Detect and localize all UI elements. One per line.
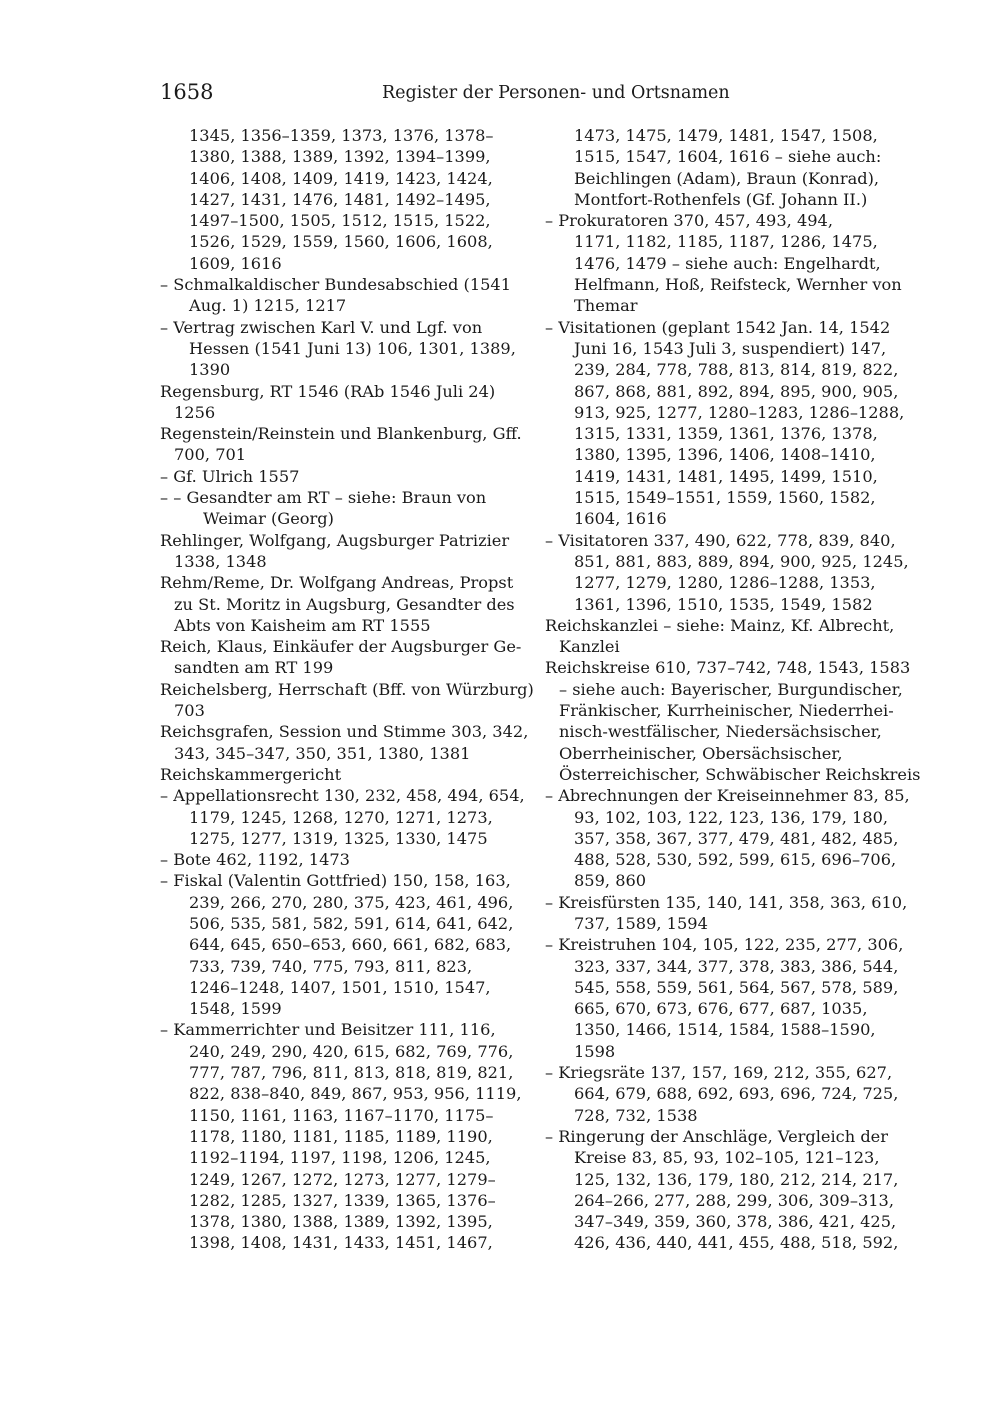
index-entry-line: 1338, 1348 <box>174 551 267 571</box>
index-entry-line: – Kriegsräte 137, 157, 169, 212, 355, 627, <box>545 1063 893 1083</box>
index-entry <box>160 125 530 274</box>
index-entry-line: Reichskammergericht <box>160 764 342 784</box>
index-entry-line: – Kammerrichter und Beisitzer 111, 116, <box>160 1020 496 1040</box>
index-entry-line: – Bote 462, 1192, 1473 <box>160 850 350 870</box>
index-entry-line: Weimar (Georg) <box>203 509 334 529</box>
index-entry-line: 1427, 1431, 1476, 1481, 1492–1495, <box>189 189 491 209</box>
index-entry <box>160 381 530 424</box>
index-entry-line: 488, 528, 530, 592, 599, 615, 696–706, <box>574 850 897 870</box>
index-entry-line: 1398, 1408, 1431, 1433, 1451, 1467, <box>189 1233 493 1253</box>
index-entry <box>160 317 530 381</box>
index-entry-line: – Kreistruhen 104, 105, 122, 235, 277, 306, <box>545 935 904 955</box>
index-entry-line: 125, 132, 136, 179, 180, 212, 214, 217, <box>574 1169 899 1189</box>
index-entry-line: – Gf. Ulrich 1557 <box>160 466 300 486</box>
index-entry-line: 1277, 1279, 1280, 1286–1288, 1353, <box>574 573 876 593</box>
index-entry <box>545 125 915 210</box>
index-entry-line: Aug. 1) 1215, 1217 <box>189 296 347 316</box>
index-entry-line: – Fiskal (Valentin Gottfried) 150, 158, 163, <box>160 871 511 891</box>
index-entry <box>545 785 915 891</box>
index-entry-line: 1476, 1479 – siehe auch: Engelhardt, <box>574 253 881 273</box>
index-entry-line: 664, 679, 688, 692, 693, 696, 724, 725, <box>574 1084 899 1104</box>
index-entry <box>545 615 915 658</box>
index-entry-line: 913, 925, 1277, 1280–1283, 1286–1288, <box>574 402 905 422</box>
index-entry-line: 545, 558, 559, 561, 564, 567, 578, 589, <box>574 977 899 997</box>
index-entry <box>545 317 915 530</box>
index-entry-line: – Appellationsrecht 130, 232, 458, 494, 654, <box>160 786 525 806</box>
index-entry-line: 1171, 1182, 1185, 1187, 1286, 1475, <box>574 232 878 252</box>
index-entry-line: 1361, 1396, 1510, 1535, 1549, 1582 <box>574 594 873 614</box>
index-entry-line: zu St. Moritz in Augsburg, Gesandter des <box>174 594 515 614</box>
index-entry-line: 1548, 1599 <box>189 999 282 1019</box>
index-entry <box>160 870 530 1019</box>
index-entry <box>545 657 921 785</box>
index-entry <box>160 721 530 764</box>
index-entry-line: 347–349, 359, 360, 378, 386, 421, 425, <box>574 1212 897 1232</box>
index-entry-line: 851, 881, 883, 889, 894, 900, 925, 1245, <box>574 551 909 571</box>
index-entry <box>160 487 530 530</box>
index-entry-line: Regenstein/Reinstein und Blankenburg, Gff. <box>160 424 522 444</box>
index-entry-line: – Kreisfürsten 135, 140, 141, 358, 363, 610, <box>545 892 908 912</box>
page-number: 1658 <box>160 80 214 104</box>
index-entry-line: Reichskreise 610, 737–742, 748, 1543, 1583 <box>545 658 911 678</box>
index-entry <box>160 679 534 722</box>
index-entry-line: Hessen (1541 Juni 13) 106, 1301, 1389, <box>189 338 516 358</box>
index-entry-line: Oberrheinischer, Obersächsischer, <box>559 743 843 763</box>
index-entry-line: 506, 535, 581, 582, 591, 614, 641, 642, <box>189 913 514 933</box>
index-entry <box>160 785 530 849</box>
index-entry-line: 264–266, 277, 288, 299, 306, 309–313, <box>574 1190 894 1210</box>
index-entry-line: 733, 739, 740, 775, 793, 811, 823, <box>189 956 473 976</box>
index-entry-line: Helfmann, Hoß, Reifsteck, Wernher von <box>574 275 902 295</box>
index-entry-line: 426, 436, 440, 441, 455, 488, 518, 592, <box>574 1233 899 1253</box>
index-entry-line: 1315, 1331, 1359, 1361, 1376, 1378, <box>574 424 878 444</box>
index-entry-line: 1609, 1616 <box>189 253 282 273</box>
index-entry <box>545 210 915 316</box>
index-entry-line: 1246–1248, 1407, 1501, 1510, 1547, <box>189 977 491 997</box>
index-entry-line: 777, 787, 796, 811, 813, 818, 819, 821, <box>189 1063 514 1083</box>
index-entry-line: 1178, 1180, 1181, 1185, 1189, 1190, <box>189 1126 493 1146</box>
index-entry <box>160 274 530 317</box>
index-entry-line: 357, 358, 367, 377, 479, 481, 482, 485, <box>574 828 899 848</box>
index-entry <box>160 636 530 679</box>
index-entry-line: 1345, 1356–1359, 1373, 1376, 1378– <box>189 126 494 145</box>
index-entry-line: 1282, 1285, 1327, 1339, 1365, 1376– <box>189 1190 496 1210</box>
index-entry <box>545 1062 915 1126</box>
index-entry-line: 1604, 1616 <box>574 509 667 529</box>
index-entry-line: 1179, 1245, 1268, 1270, 1271, 1273, <box>189 807 493 827</box>
index-entry-line: 1378, 1380, 1388, 1389, 1392, 1395, <box>189 1212 493 1232</box>
index-entry-line: 737, 1589, 1594 <box>574 913 708 933</box>
index-entry <box>160 466 530 487</box>
index-entry-line: Reichsgrafen, Session und Stimme 303, 342, <box>160 722 529 742</box>
index-entry-line: 343, 345–347, 350, 351, 1380, 1381 <box>174 743 471 763</box>
index-entry-line: 239, 284, 778, 788, 813, 814, 819, 822, <box>574 360 899 380</box>
index-entry-line: Reichskanzlei – siehe: Mainz, Kf. Albrecht, <box>545 615 895 635</box>
running-header <box>160 80 905 108</box>
index-entry-line: Fränkischer, Kurrheinischer, Niederrhei- <box>559 701 894 721</box>
index-entry-line: sandten am RT 199 <box>174 658 334 678</box>
index-entry-line: 1515, 1547, 1604, 1616 – siehe auch: <box>574 147 882 167</box>
index-entry-line: Montfort-Rothenfels (Gf. Johann II.) <box>574 189 868 209</box>
index-entry <box>160 572 530 636</box>
index-entry-line: Juni 16, 1543 Juli 3, suspendiert) 147, <box>574 338 887 358</box>
index-entry-line: 1515, 1549–1551, 1559, 1560, 1582, <box>574 488 876 508</box>
index-entry-line: Abts von Kaisheim am RT 1555 <box>174 615 431 635</box>
index-entry-line: 1150, 1161, 1163, 1167–1170, 1175– <box>189 1105 494 1125</box>
index-entry-line: Rehm/Reme, Dr. Wolfgang Andreas, Propst <box>160 573 514 593</box>
index-entry-line: – Visitationen (geplant 1542 Jan. 14, 1542 <box>545 317 891 337</box>
index-entry-line: 1406, 1408, 1409, 1419, 1423, 1424, <box>189 168 493 188</box>
index-entry-line: 665, 670, 673, 676, 677, 687, 1035, <box>574 999 868 1019</box>
index-entry-line: – Prokuratoren 370, 457, 493, 494, <box>545 211 833 231</box>
index-entry-line: 1598 <box>574 1041 616 1061</box>
index-entry-line: 1390 <box>189 360 231 380</box>
index-entry-line: – Vertrag zwischen Karl V. und Lgf. von <box>160 317 483 337</box>
index-entry-line: Kreise 83, 85, 93, 102–105, 121–123, <box>574 1148 880 1168</box>
index-entry-line: – siehe auch: Bayerischer, Burgundischer, <box>559 679 903 699</box>
index-entry-line: 323, 337, 344, 377, 378, 383, 386, 544, <box>574 956 899 976</box>
index-entry-line: 1473, 1475, 1479, 1481, 1547, 1508, <box>574 126 878 145</box>
index-entry-line: Themar <box>574 296 638 316</box>
index-entry-line: 822, 838–840, 849, 867, 953, 956, 1119, <box>189 1084 522 1104</box>
index-entry-line: 1380, 1395, 1396, 1406, 1408–1410, <box>574 445 876 465</box>
index-entry-line: 1350, 1466, 1514, 1584, 1588–1590, <box>574 1020 876 1040</box>
index-entry-line: – Schmalkaldischer Bundesabschied (1541 <box>160 275 512 295</box>
index-entry-line: – Abrechnungen der Kreiseinnehmer 83, 85, <box>545 786 910 806</box>
index-entry-line: 728, 732, 1538 <box>574 1105 698 1125</box>
index-entry-line: 700, 701 <box>174 445 247 465</box>
index-entry <box>160 764 530 785</box>
index-entry-line: Reichelsberg, Herrschaft (Bff. von Würzburg) <box>160 679 534 699</box>
index-entry-line: Regensburg, RT 1546 (RAb 1546 Juli 24) <box>160 381 496 401</box>
index-column-right <box>545 125 921 1254</box>
index-entry-line: 1497–1500, 1505, 1512, 1515, 1522, <box>189 211 491 231</box>
index-entry-line: 644, 645, 650–653, 660, 661, 682, 683, <box>189 935 512 955</box>
index-entry-line: Rehlinger, Wolfgang, Augsburger Patrizier <box>160 530 510 550</box>
index-entry-line: 1526, 1529, 1559, 1560, 1606, 1608, <box>189 232 493 252</box>
index-entry-line: Reich, Klaus, Einkäufer der Augsburger Ge- <box>160 637 522 657</box>
index-entry-line: Kanzlei <box>559 637 620 657</box>
index-column-left <box>160 125 534 1254</box>
index-entry <box>160 530 530 573</box>
index-entry-line: – Ringerung der Anschläge, Vergleich der <box>545 1126 889 1146</box>
index-entry-line: 867, 868, 881, 892, 894, 895, 900, 905, <box>574 381 899 401</box>
index-entry-line: 1256 <box>174 402 216 422</box>
index-entry-line: nisch-westfälischer, Niedersächsischer, <box>559 722 882 742</box>
index-entry-line: 1419, 1431, 1481, 1495, 1499, 1510, <box>574 466 878 486</box>
index-entry-line: – Visitatoren 337, 490, 622, 778, 839, 840, <box>545 530 896 550</box>
index-entry-line: 1275, 1277, 1319, 1325, 1330, 1475 <box>189 828 488 848</box>
index-entry-line: 1249, 1267, 1272, 1273, 1277, 1279– <box>189 1169 496 1189</box>
index-entry-line: 240, 249, 290, 420, 615, 682, 769, 776, <box>189 1041 514 1061</box>
index-entry-line: 859, 860 <box>574 871 647 891</box>
index-entry-line: 703 <box>174 701 205 721</box>
index-entry <box>160 849 530 870</box>
index-entry-line: 93, 102, 103, 122, 123, 136, 179, 180, <box>574 807 889 827</box>
running-title: Register der Personen- und Ortsnamen <box>382 83 730 103</box>
index-entry-line: 239, 266, 270, 280, 375, 423, 461, 496, <box>189 892 514 912</box>
index-entry <box>545 530 915 615</box>
index-entry-line: Beichlingen (Adam), Braun (Konrad), <box>574 168 880 188</box>
index-entry <box>545 934 915 1062</box>
index-entry-line: 1380, 1388, 1389, 1392, 1394–1399, <box>189 147 491 167</box>
index-entry <box>545 892 915 935</box>
index-entry <box>160 1019 530 1253</box>
index-entry <box>160 423 530 466</box>
index-entry-line: – – Gesandter am RT – siehe: Braun von <box>160 488 487 508</box>
index-entry-line: Österreichischer, Schwäbischer Reichskreis <box>559 764 921 784</box>
index-entry <box>545 1126 915 1254</box>
index-entry-line: 1192–1194, 1197, 1198, 1206, 1245, <box>189 1148 491 1168</box>
